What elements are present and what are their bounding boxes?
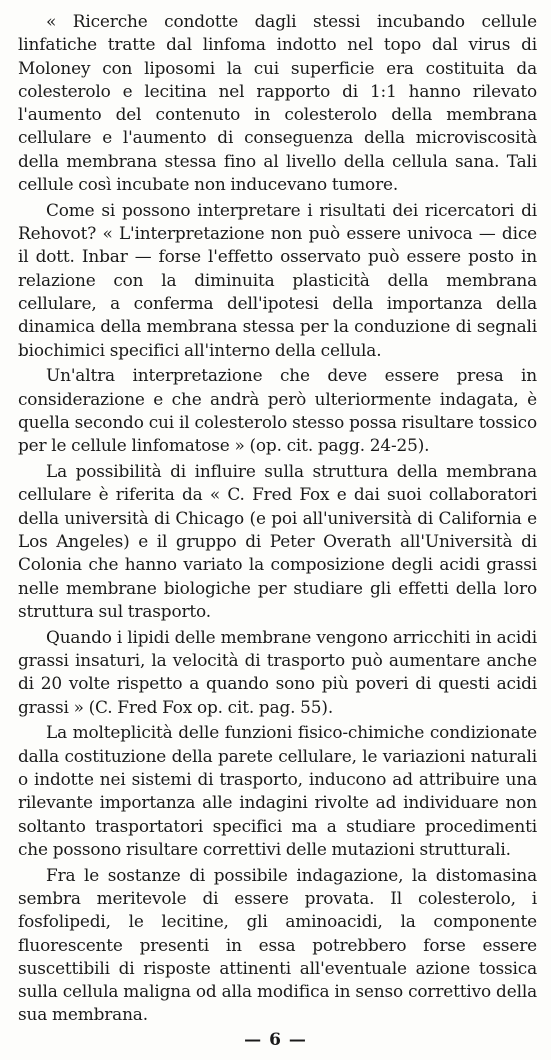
paragraph-5: Quando i lipidi delle membrane vengono arricchiti in acidi grassi insaturi, la velocità di trasporto può aumentare anche di 20 volte rispetto a quando sono più poveri di questi acidi grassi » (C. Fred Fox op. cit. pag. 55). [18, 626, 537, 717]
paragraph-7: Fra le sostanze di possibile indagazione, la distomasina sembra meritevole di essere provata. Il colesterolo, i fosfolipedi, le lecitine, gli aminoacidi, la componente fluorescente presenti in essa potrebbero forse essere suscettibili di risposte attinenti all'eventuale azione tossica sulla cellula maligna od alla modifica in senso correttivo della sua membrana. [18, 864, 537, 1025]
paragraph-6: La molteplicità delle funzioni fisico-chimiche condizionate dalla costituzione della parete cellulare, le variazioni naturali o indotte nei sistemi di trasporto, inducono ad attribuire una rilevante importanza alle indagini rivolte ad individuare non soltanto trasportatori specifici ma a studiare procedimenti che possono risultare correttivi delle mutazioni strutturali. [18, 722, 537, 859]
paragraph-4: La possibilità di influire sulla struttura della membrana cellulare è riferita da « C. Fred Fox e dai suoi collaboratori della università di Chicago (e poi all'università di California e Los Angeles) e il gruppo di Peter Overath all'Università di Colonia che hanno variato la composizione degli acidi grassi nelle membrane biologiche per studiare gli effetti della loro struttura sul trasporto. [18, 461, 537, 621]
paragraph-1: « Ricerche condotte dagli stessi incubando cellule linfatiche tratte dal linfoma indotto nel topo dal virus di Moloney con liposomi la cui superficie era costituita da colesterolo e lecitina nel rapporto di 1:1 hanno rilevato l'aumento del contenuto in colesterolo della membrana cellulare e l'aumento di conseguenza della microviscosità della membrana stessa fino al livello della cellula sana. Tali cellule così incubate non inducevano tumore. [18, 11, 537, 195]
paragraph-3: Un'altra interpretazione che deve essere presa in considerazione e che andrà però ulteriormente indagata, è quella secondo cui il colesterolo stesso possa risultare tossico per le cellule linfomatose » (op. cit. pagg. 24-25). [18, 365, 537, 456]
paragraph-2: Come si possono interpretare i risultati dei ricercatori di Rehovot? « L'interpretazione non può essere univoca — dice il dott. Inbar — forse l'effetto osservato può essere posto in relazione con la diminuita plasticità della membrana cellulare, a conferma dell'ipotesi della importanza della dinamica della membrana stessa per la conduzione di segnali biochimici specifici all'interno della cellula. [18, 199, 537, 360]
page-number: — 6 — [244, 1030, 307, 1050]
